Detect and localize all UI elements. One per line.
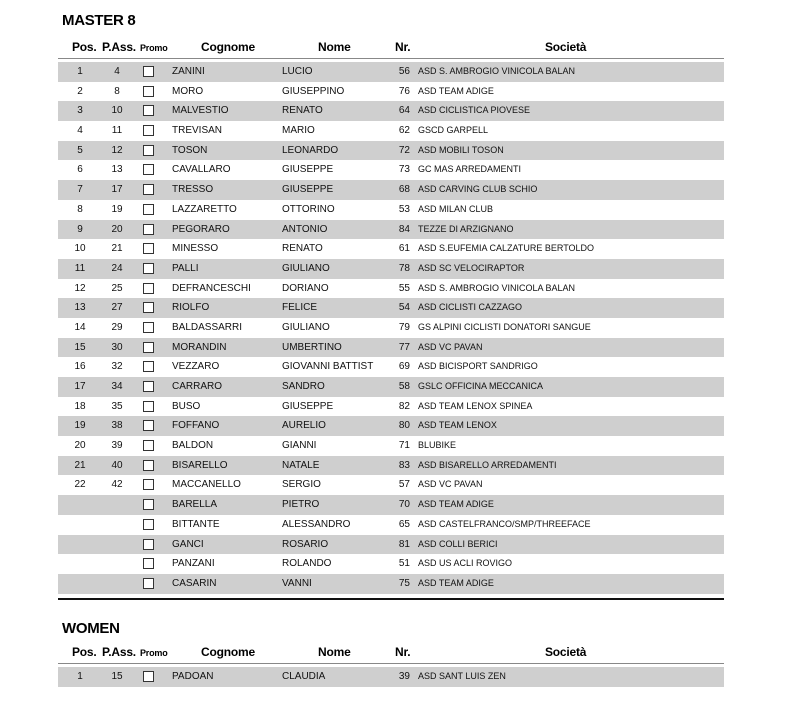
societa-cell: ASD CICLISTICA PIOVESE [418,105,531,116]
section-divider [58,598,724,600]
number-cell: 83 [398,459,410,471]
cognome-cell: CAVALLARO [172,164,231,176]
position-cell [58,495,102,515]
header-nr: Nr. [395,645,411,659]
nome-cell: MARIO [282,125,315,137]
table-row [58,141,724,161]
cognome-cell: PANZANI [172,558,215,570]
pass-cell: 12 [111,144,123,156]
cognome-cell: LAZZARETTO [172,203,237,215]
societa-cell: ASD TEAM ADIGE [418,85,494,96]
number-cell: 57 [398,479,410,491]
nome-cell: ROLANDO [282,558,332,570]
nome-cell: GIUSEPPINO [282,85,345,97]
table-row [58,259,724,279]
nome-cell: LUCIO [282,66,313,77]
promo-checkbox[interactable] [143,145,154,156]
societa-cell: ASD TEAM ADIGE [418,577,494,588]
header-nr: Nr. [395,40,411,54]
number-cell: 78 [398,262,410,274]
table-row [58,456,724,476]
promo-checkbox[interactable] [143,263,154,274]
number-cell: 58 [398,381,410,392]
pass-cell: 42 [111,479,123,491]
table-row [58,318,724,338]
societa-cell: GSCD GARPELL [418,125,489,136]
table-row [58,180,724,200]
pass-cell: 34 [111,381,123,392]
promo-checkbox[interactable] [143,479,154,490]
cognome-cell: BITTANTE [172,518,220,530]
header-pos: Pos. [72,645,97,659]
cognome-cell: PALLI [172,262,199,274]
nome-cell: RENATO [282,243,323,255]
promo-checkbox[interactable] [143,164,154,175]
nome-cell: OTTORINO [282,203,335,215]
position-cell: 11 [74,262,86,274]
position-cell: 8 [77,203,83,215]
position-cell: 6 [77,164,83,176]
cognome-cell: MACCANELLO [172,479,241,491]
number-cell: 69 [398,361,410,373]
nome-cell: SANDRO [282,381,325,392]
position-cell [58,554,102,574]
cognome-cell: BARELLA [172,499,218,511]
table-row [58,397,724,417]
cognome-cell: VEZZARO [172,361,220,373]
pass-cell: 40 [111,459,123,471]
position-cell: 1 [77,671,83,682]
pass-cell: 19 [111,203,123,215]
pass-cell: 25 [111,282,123,294]
societa-cell: TEZZE DI ARZIGNANO [418,223,514,234]
nome-cell: PIETRO [282,499,320,511]
position-cell: 1 [77,66,83,77]
cognome-cell: BALDASSARRI [172,321,243,333]
promo-checkbox[interactable] [143,519,154,530]
master8-table [58,62,724,594]
cognome-cell: DEFRANCESCHI [172,282,251,294]
pass-cell: 30 [111,341,123,353]
number-cell: 72 [398,144,410,156]
number-cell: 56 [398,66,410,77]
section-title-master8: MASTER 8 [62,12,136,29]
societa-cell: ASD TEAM ADIGE [418,499,494,510]
position-cell [58,515,102,535]
promo-checkbox[interactable] [143,322,154,333]
nome-cell: RENATO [282,105,323,117]
number-cell: 77 [398,341,410,353]
societa-cell: ASD S.EUFEMIA CALZATURE BERTOLDO [418,243,595,254]
nome-cell: ANTONIO [282,223,328,235]
number-cell: 62 [398,125,410,137]
number-cell: 51 [398,558,410,570]
number-cell: 53 [398,203,410,215]
nome-cell: VANNI [282,577,312,589]
number-cell: 54 [398,302,410,314]
nome-cell: UMBERTINO [282,341,342,353]
position-cell: 16 [74,361,86,373]
societa-cell: ASD CARVING CLUB SCHIO [418,184,538,195]
promo-checkbox[interactable] [143,578,154,589]
number-cell: 70 [398,499,410,511]
cognome-cell: CASARIN [172,577,217,589]
position-cell: 19 [74,420,86,432]
section-title-women: WOMEN [62,620,120,637]
promo-checkbox[interactable] [143,302,154,313]
promo-checkbox[interactable] [143,204,154,215]
header-cognome: Cognome [201,40,255,54]
number-cell: 84 [398,223,410,235]
table-row [58,220,724,240]
number-cell: 79 [398,321,410,333]
pass-cell: 8 [114,85,120,97]
societa-cell: ASD BISARELLO ARREDAMENTI [418,459,557,470]
pass-cell: 39 [111,440,123,452]
position-cell: 9 [77,223,83,235]
header-societa: Società [545,40,587,54]
promo-checkbox[interactable] [143,342,154,353]
position-cell [58,574,102,594]
cognome-cell: PEGORARO [172,223,230,235]
nome-cell: GIOVANNI BATTIST [282,361,374,373]
pass-cell: 27 [111,302,123,314]
position-cell: 2 [77,85,83,97]
promo-checkbox[interactable] [143,86,154,97]
position-cell: 22 [74,479,86,491]
cognome-cell: ZANINI [172,66,205,77]
number-cell: 65 [398,518,410,530]
position-cell: 4 [77,125,83,137]
position-cell: 15 [74,341,86,353]
pass-cell: 20 [111,223,123,235]
cognome-cell: MINESSO [172,243,219,255]
promo-checkbox[interactable] [143,283,154,294]
cognome-cell: TRESSO [172,184,214,196]
table-row [58,554,724,574]
header-pass: P.Ass. [102,645,136,659]
promo-checkbox[interactable] [143,671,154,682]
table-row [58,200,724,220]
societa-cell: ASD CICLISTI CAZZAGO [418,302,523,313]
header-nome: Nome [318,40,351,54]
nome-cell: FELICE [282,302,318,314]
societa-cell: ASD US ACLI ROVIGO [418,558,513,569]
promo-checkbox[interactable] [143,66,154,77]
header-divider [58,58,724,59]
societa-cell: ASD MILAN CLUB [418,203,494,214]
pass-cell: 29 [111,321,123,333]
number-cell: 80 [398,420,410,432]
societa-cell: GS ALPINI CICLISTI DONATORI SANGUE [418,321,591,332]
table-row [58,62,724,82]
promo-checkbox[interactable] [143,539,154,550]
table-row [58,82,724,102]
societa-cell: ASD CASTELFRANCO/SMP/THREEFACE [418,518,591,529]
table-row [58,101,724,121]
header-promo: Promo [140,648,168,658]
pass-cell: 17 [111,184,123,196]
cognome-cell: FOFFANO [172,420,220,432]
number-cell: 55 [398,282,410,294]
pass-cell [102,535,132,555]
societa-cell: ASD MOBILI TOSON [418,144,504,155]
table-row [58,574,724,594]
cognome-cell: MORO [172,85,204,97]
societa-cell: ASD TEAM LENOX [418,420,497,431]
position-cell: 13 [74,302,86,314]
header-societa: Società [545,645,587,659]
promo-checkbox[interactable] [143,381,154,392]
table-row [58,377,724,397]
societa-cell: ASD TEAM LENOX SPINEA [418,400,533,411]
number-cell: 75 [398,577,410,589]
table-row [58,298,724,318]
nome-cell: GIUSEPPE [282,164,334,176]
table-row [58,535,724,555]
cognome-cell: GANCI [172,538,204,550]
number-cell: 39 [398,671,410,682]
header-pos: Pos. [72,40,97,54]
number-cell: 68 [398,184,410,196]
nome-cell: GIUSEPPE [282,400,334,412]
position-cell: 7 [77,184,83,196]
table-row [58,121,724,141]
women-table [58,667,724,687]
nome-cell: GIANNI [282,440,317,452]
number-cell: 81 [398,538,410,550]
societa-cell: ASD S. AMBROGIO VINICOLA BALAN [418,282,576,293]
number-cell: 64 [398,105,410,117]
number-cell: 76 [398,85,410,97]
nome-cell: GIUSEPPE [282,184,334,196]
societa-cell: GSLC OFFICINA MECCANICA [418,381,544,391]
promo-checkbox[interactable] [143,361,154,372]
cognome-cell: MALVESTIO [172,105,229,117]
table-row [58,416,724,436]
table-row [58,475,724,495]
nome-cell: GIULIANO [282,321,330,333]
pass-cell: 10 [111,105,123,117]
promo-checkbox[interactable] [143,460,154,471]
pass-cell [102,515,132,535]
societa-cell: GC MAS ARREDAMENTI [418,164,522,175]
nome-cell: ROSARIO [282,538,329,550]
promo-checkbox[interactable] [143,499,154,510]
societa-cell: ASD COLLI BERICI [418,538,498,549]
promo-checkbox[interactable] [143,420,154,431]
promo-checkbox[interactable] [143,401,154,412]
cognome-cell: CARRARO [172,381,223,392]
promo-checkbox[interactable] [143,440,154,451]
promo-checkbox[interactable] [143,243,154,254]
societa-cell: ASD BICISPORT SANDRIGO [418,361,538,372]
header-nome: Nome [318,645,351,659]
position-cell [58,535,102,555]
header-promo: Promo [140,43,168,53]
nome-cell: LEONARDO [282,144,339,156]
nome-cell: SERGIO [282,479,321,491]
number-cell: 71 [398,440,410,452]
pass-cell: 32 [111,361,123,373]
table-row [58,495,724,515]
header-cognome: Cognome [201,645,255,659]
table-row [58,160,724,180]
table-row [58,357,724,377]
table-row [58,239,724,259]
societa-cell: ASD S. AMBROGIO VINICOLA BALAN [418,66,576,76]
pass-cell: 15 [111,671,123,682]
position-cell: 5 [77,144,83,156]
cognome-cell: RIOLFO [172,302,210,314]
promo-checkbox[interactable] [143,125,154,136]
promo-checkbox[interactable] [143,105,154,116]
promo-checkbox[interactable] [143,224,154,235]
position-cell: 14 [74,321,86,333]
nome-cell: CLAUDIA [282,671,326,682]
societa-cell: ASD VC PAVAN [418,479,483,490]
nome-cell: GIULIANO [282,262,330,274]
societa-cell: ASD VC PAVAN [418,341,483,352]
table-row [58,279,724,299]
position-cell: 18 [74,400,86,412]
pass-cell: 11 [111,125,123,137]
nome-cell: DORIANO [282,282,329,294]
cognome-cell: BUSO [172,400,201,412]
position-cell: 10 [74,243,86,255]
number-cell: 73 [398,164,410,176]
table-row [58,515,724,535]
cognome-cell: MORANDIN [172,341,227,353]
pass-cell: 35 [111,400,123,412]
header-pass: P.Ass. [102,40,136,54]
nome-cell: NATALE [282,459,320,471]
cognome-cell: BISARELLO [172,459,228,471]
cognome-cell: BALDON [172,440,214,452]
nome-cell: ALESSANDRO [282,518,351,530]
promo-checkbox[interactable] [143,558,154,569]
societa-cell: BLUBIKE [418,440,457,451]
pass-cell: 21 [111,243,123,255]
pass-cell: 38 [111,420,123,432]
pass-cell [102,574,132,594]
position-cell: 17 [74,381,86,392]
societa-cell: ASD SC VELOCIRAPTOR [418,262,525,273]
header-divider [58,663,724,664]
position-cell: 20 [74,440,86,452]
cognome-cell: TREVISAN [172,125,223,137]
position-cell: 21 [74,459,86,471]
cognome-cell: PADOAN [172,671,214,682]
pass-cell: 4 [114,66,120,77]
table-row [58,338,724,358]
position-cell: 3 [77,105,83,117]
number-cell: 61 [398,243,410,255]
societa-cell: ASD SANT LUIS ZEN [418,671,506,681]
number-cell: 82 [398,400,410,412]
pass-cell: 24 [111,262,123,274]
position-cell: 12 [74,282,86,294]
pass-cell: 13 [111,164,123,176]
table-row [58,667,724,687]
pass-cell [102,554,132,574]
pass-cell [102,495,132,515]
cognome-cell: TOSON [172,144,208,156]
table-row [58,436,724,456]
nome-cell: AURELIO [282,420,326,432]
promo-checkbox[interactable] [143,184,154,195]
